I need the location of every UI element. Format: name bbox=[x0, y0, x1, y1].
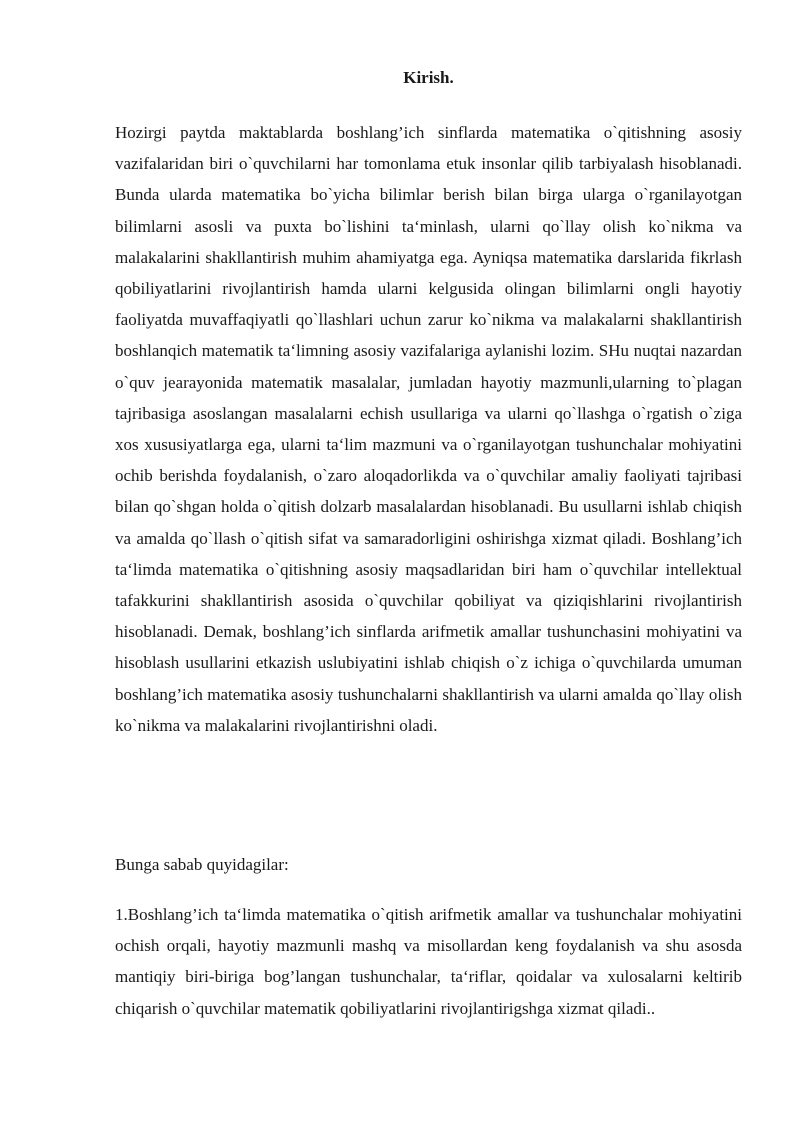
paragraph-intro: Hozirgi paytda maktablarda boshlang’ich sinflarda matematika o`qitishning asosiy vazifalaridan biri o`quvchilarni har tomonlama etuk insonlar qilib tarbiyalash hisoblanadi. Bunda ularda matematika bo`yicha bilimlar berish bilan birga ularga o`rganilayotgan bilimlarni asosli va puxta bo`lishini ta‘minlash, ularni qo`llay olish ko`nikma va malakalarini shakllantirish muhim ahamiyatga ega. Ayniqsa matematika darslarida fikrlash qobiliyatlarini rivojlantirish hamda ularni kelgusida olingan bilimlarni ongli hayotiy faoliyatda muvaffaqiyatli qo`llashlari uchun zarur ko`nikma va malakalarni shakllantirish boshlanqich matematik ta‘limning asosiy vazifalariga aylanishi lozim. SHu nuqtai nazardan o`quv jearayonida matematik masalalar, jumladan hayotiy mazmunli,ularning to`plagan tajribasiga asoslangan masalalarni echish usullariga va ularni qo`llashga o`rgatish o`ziga xos xususiyatlarga ega, ularni ta‘lim mazmuni va o`rganilayotgan tushunchalar mohiyatini ochib berishda foydalanish, o`zaro aloqadorlikda va o`quvchilar amaliy faoliyati tajribasi bilan qo`shgan holda o`qitish dolzarb masalalardan hisoblanadi. Bu usullarni ishlab chiqish va amalda qo`llash o`qitish sifat va samaradorligini oshirishga xizmat qiladi. Boshlang’ich ta‘limda matematika o`qitishning asosiy maqsadlaridan biri ham o`quvchilar intellektual tafakkurini shakllantirish asosida o`quvchilar qobiliyat va qiziqishlarini rivojlantirish hisoblanadi. Demak, boshlang’ich sinflarda arifmetik amallar tushunchasini mohiyatini va hisoblash usullarini etkazish uslubiyatini ishlab chiqish o`z ichiga o`quvchilarda umuman boshlang’ich matematika asosiy tushunchalarni shakllantirish va ularni amalda qo`llay olish ko`nikma va malakalarini rivojlantirishni oladi. bbox=[115, 123, 742, 735]
paragraph-reason-1: 1.Boshlang’ich ta‘limda matematika o`qitish arifmetik amallar va tushunchalar mohiyatini ochish orqali, hayotiy mazmunli mashq va misollardan keng foydalanish va shu asosda mantiqiy biri-biriga bog’langan tushunchalar, ta‘riflar, qoidalar va xulosalarni keltirib chiqarish o`quvchilar matematik qobiliyatlarini rivojlantirigshga xizmat qiladi.. bbox=[115, 905, 742, 1018]
document-title: Kirish. bbox=[403, 68, 454, 87]
paragraph-reasons-heading: Bunga sabab quyidagilar: bbox=[115, 855, 289, 874]
